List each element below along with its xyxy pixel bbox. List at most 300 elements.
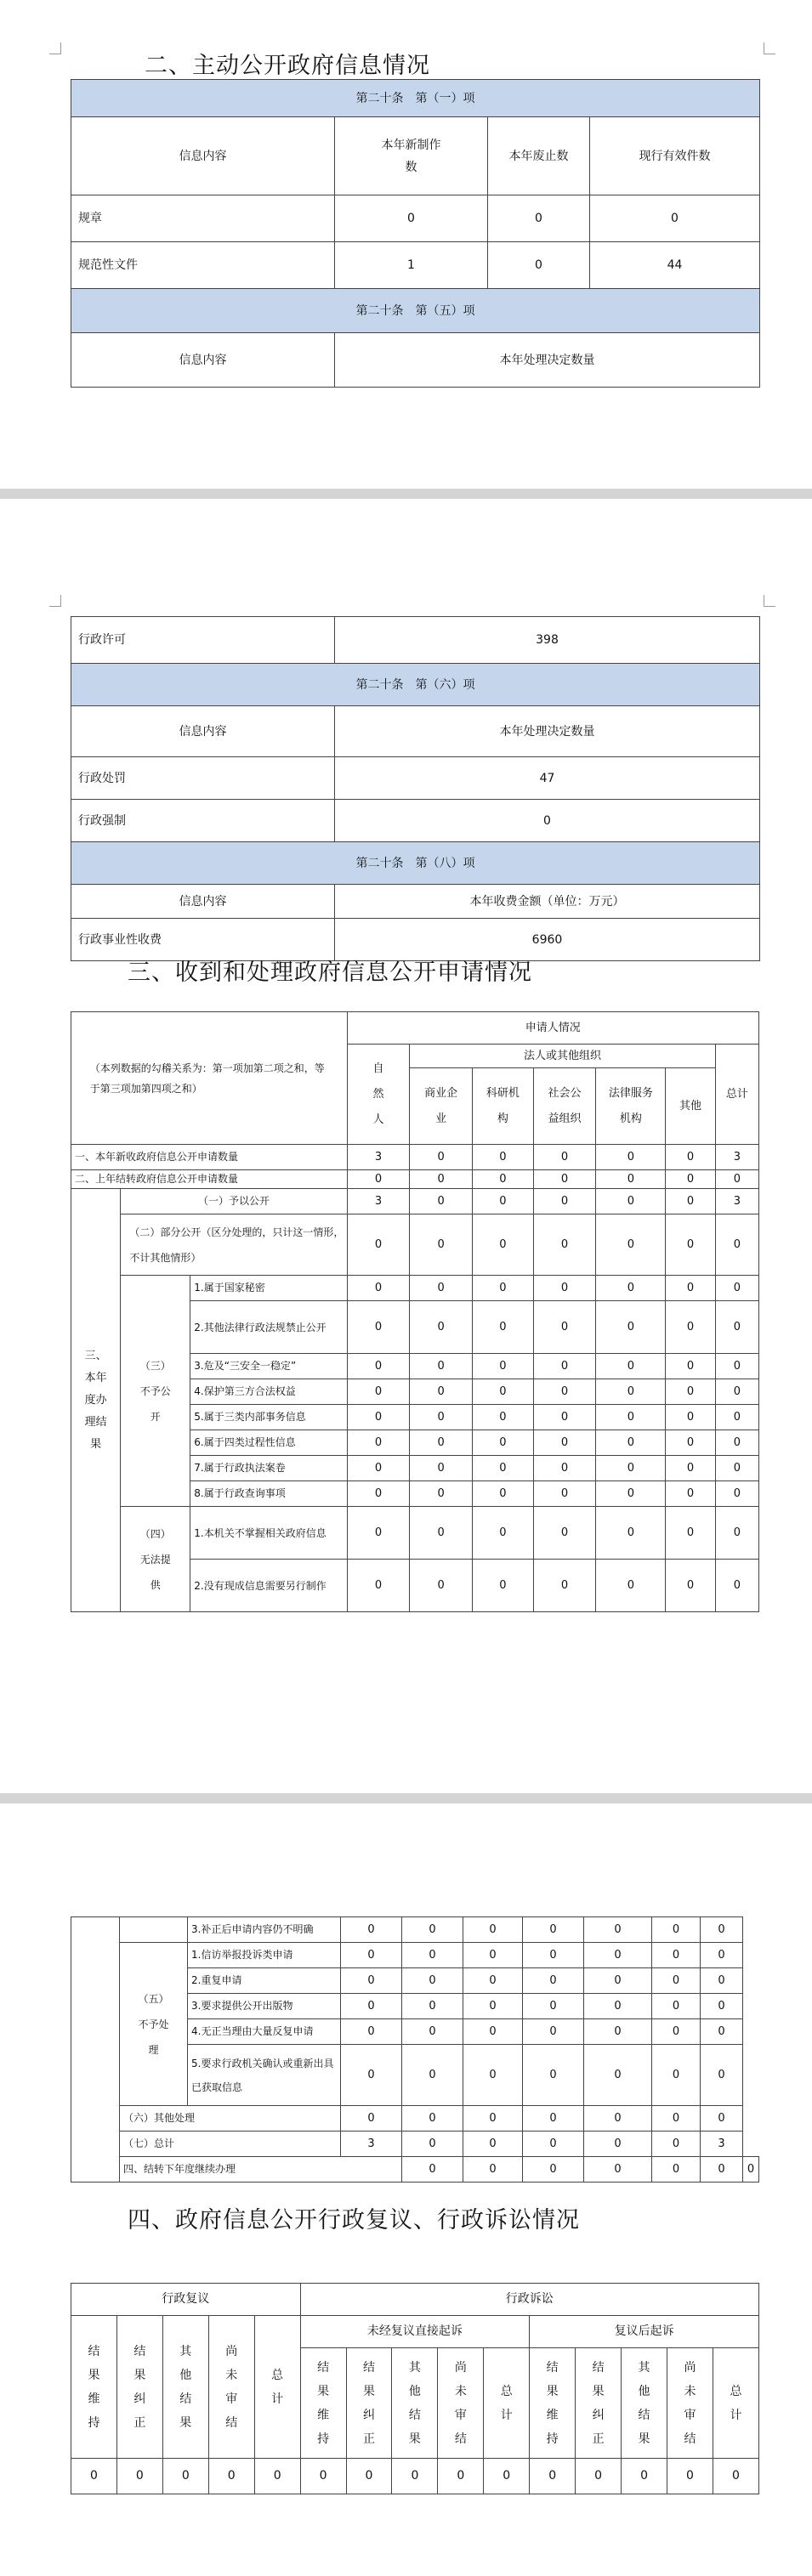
table-cell: 0 — [347, 1354, 410, 1379]
column-header: 结果纠正 — [592, 2360, 605, 2446]
table-cell: 法律服务机构 — [596, 1068, 666, 1145]
table-cell: 0 — [715, 1379, 758, 1405]
table-row — [71, 706, 760, 757]
table-cell: 0 — [463, 1968, 523, 1994]
column-header: 结果维持 — [546, 2360, 559, 2446]
table-row — [71, 1012, 759, 1045]
table-cell: 8.属于行政查询事项 — [190, 1481, 347, 1507]
column-header: 结果维持 — [317, 2360, 330, 2446]
page-gap — [0, 1793, 812, 1803]
table-row — [71, 1170, 759, 1189]
column-header-cell — [300, 2348, 346, 2459]
item-1-header: 第二十条 第（一）项 — [71, 80, 760, 117]
table-cell: 0 — [402, 1943, 463, 1968]
table-cell: 0 — [208, 2459, 254, 2494]
table-cell: 0 — [596, 1170, 666, 1189]
proactive-disclosure-table — [71, 79, 760, 388]
table-cell: （五）不予处理 — [120, 1943, 188, 2106]
table-cell: 3.要求提供公开出版物 — [188, 1994, 341, 2019]
table-cell: 0 — [341, 2045, 402, 2106]
table-cell: 商业企业 — [410, 1068, 473, 1145]
table-cell: 行政强制 — [71, 800, 335, 842]
column-header: 结果维持 — [88, 2344, 100, 2430]
table-cell: 0 — [347, 1301, 410, 1354]
application-table — [71, 1011, 759, 1612]
table-cell: 6960 — [335, 919, 760, 961]
table-cell: 0 — [463, 1994, 523, 2019]
table-cell: 0 — [473, 1379, 534, 1405]
table-cell: 3.危及“三安全一稳定” — [190, 1354, 347, 1379]
table-cell: 0 — [410, 1560, 473, 1612]
table-cell: 0 — [410, 1301, 473, 1354]
table-row — [71, 242, 760, 289]
table-cell: 0 — [533, 1430, 596, 1456]
table-cell: 0 — [652, 2019, 701, 2045]
table-cell: 0 — [347, 1456, 410, 1481]
column-header-cell — [438, 2348, 484, 2459]
table-cell: 0 — [652, 2132, 701, 2157]
table-cell: 0 — [576, 2459, 622, 2494]
table-cell: 0 — [652, 2157, 701, 2183]
table-cell: 0 — [533, 1379, 596, 1405]
column-header: 结果纠正 — [133, 2344, 146, 2430]
table-cell: 1.本机关不掌握相关政府信息 — [190, 1507, 347, 1560]
table-cell: 0 — [666, 1354, 715, 1379]
table-cell: 3 — [347, 1145, 410, 1170]
table-cell: 0 — [533, 1560, 596, 1612]
table-cell: 0 — [584, 1968, 652, 1994]
table-cell: 1.信访举报投诉类申请 — [188, 1943, 341, 1968]
table-cell: 0 — [341, 2106, 402, 2132]
table-cell: 0 — [162, 2459, 208, 2494]
table-cell: 0 — [584, 2132, 652, 2157]
table-cell: 1.属于国家秘密 — [190, 1276, 347, 1301]
table-cell: 0 — [584, 2157, 652, 2183]
page-gap — [0, 489, 812, 499]
item-5-header: 第二十条 第（五）项 — [71, 289, 760, 333]
table-cell: 0 — [347, 1405, 410, 1430]
table-row — [71, 1507, 759, 1560]
table-cell: 0 — [347, 1507, 410, 1560]
table-cell: 0 — [402, 2106, 463, 2132]
item-6-header: 第二十条 第（六）项 — [71, 664, 760, 706]
table-row — [71, 1214, 759, 1276]
table-cell: 0 — [463, 1943, 523, 1968]
table-row — [71, 617, 760, 664]
column-header-cell — [254, 2316, 300, 2459]
table-cell: 0 — [666, 1379, 715, 1405]
table-cell: 本年处理决定数量 — [335, 333, 760, 388]
table-cell: 社会公益组织 — [533, 1068, 596, 1145]
table-cell: 0 — [715, 1481, 758, 1507]
table-cell: 0 — [652, 2106, 701, 2132]
table-cell: 7.属于行政执法案卷 — [190, 1456, 347, 1481]
table-cell: 0 — [347, 1214, 410, 1276]
table-cell: 0 — [410, 1405, 473, 1430]
table-cell: 0 — [473, 1354, 534, 1379]
crop-mark — [49, 42, 61, 54]
table-row — [71, 757, 760, 800]
table-cell: 0 — [533, 1189, 596, 1214]
table-row — [71, 117, 760, 195]
table-cell: 0 — [463, 2019, 523, 2045]
table-row — [71, 80, 760, 117]
table-cell: 四、结转下年度继续办理 — [120, 2157, 402, 2183]
table-cell: （三）不予公开 — [121, 1276, 190, 1507]
application-table-continued — [71, 1916, 759, 2183]
table-cell: 0 — [596, 1145, 666, 1170]
table-cell: 0 — [473, 1301, 534, 1354]
table-cell: 0 — [488, 195, 590, 242]
table-cell: 0 — [335, 195, 488, 242]
table-cell: 0 — [347, 1560, 410, 1612]
table-cell: 信息内容 — [71, 885, 335, 919]
column-header: 总计 — [500, 2384, 513, 2422]
column-header-cell — [208, 2316, 254, 2459]
section-3-title: 三、收到和处理政府信息公开申请情况 — [128, 960, 532, 986]
table-cell: 0 — [523, 1917, 584, 1943]
table-cell: 3 — [347, 1189, 410, 1214]
table-cell: 0 — [473, 1276, 534, 1301]
column-header: 其他结果 — [638, 2360, 650, 2446]
table-row — [71, 2132, 759, 2157]
table-cell: 0 — [463, 2045, 523, 2106]
table-cell: 0 — [713, 2459, 758, 2494]
table-cell: 0 — [666, 1189, 715, 1214]
table-cell: 行政许可 — [71, 617, 335, 664]
table-cell: 0 — [596, 1456, 666, 1481]
column-header: 总计 — [271, 2368, 284, 2406]
table-cell: （六）其他处理 — [120, 2106, 341, 2132]
table-cell: 0 — [667, 2459, 713, 2494]
table-cell: 0 — [596, 1301, 666, 1354]
table-cell: 0 — [473, 1170, 534, 1189]
table-cell: 行政事业性收费 — [71, 919, 335, 961]
table-cell: （七）总计 — [120, 2132, 341, 2157]
table-cell: 4.保护第三方合法权益 — [190, 1379, 347, 1405]
table-cell: 0 — [410, 1507, 473, 1560]
table-cell — [120, 1917, 188, 1943]
table-cell: 0 — [584, 2106, 652, 2132]
table-cell: 0 — [346, 2459, 392, 2494]
table-cell: 0 — [523, 2045, 584, 2106]
column-header-cell — [392, 2348, 438, 2459]
table-cell: 一、本年新收政府信息公开申请数量 — [71, 1145, 348, 1170]
table-cell: 自然人 — [347, 1045, 410, 1145]
table-row — [71, 842, 760, 885]
table-cell: 0 — [254, 2459, 300, 2494]
table-cell: 本年收费金额（单位：万元） — [335, 885, 760, 919]
table-cell: 0 — [347, 1430, 410, 1456]
table-cell: 0 — [463, 2157, 523, 2183]
table-cell: 0 — [438, 2459, 484, 2494]
table-cell: 0 — [584, 1994, 652, 2019]
table-cell: 0 — [473, 1560, 534, 1612]
column-header-cell — [71, 2316, 117, 2459]
table-cell: 0 — [596, 1507, 666, 1560]
table-cell: 0 — [701, 2019, 743, 2045]
table-cell: 0 — [402, 2045, 463, 2106]
table-cell: 申请人情况 — [347, 1012, 758, 1045]
table-row — [71, 2284, 759, 2316]
table-cell: 0 — [410, 1170, 473, 1189]
table-cell: 3 — [715, 1145, 758, 1170]
table-cell: 0 — [584, 2045, 652, 2106]
table-cell: 47 — [335, 757, 760, 800]
table-cell: 0 — [715, 1354, 758, 1379]
table-cell: 0 — [596, 1405, 666, 1430]
table-cell: （本列数据的勾稽关系为：第一项加第二项之和，等于第三项加第四项之和） — [71, 1012, 348, 1145]
table-cell: 0 — [402, 2019, 463, 2045]
table-cell: 0 — [392, 2459, 438, 2494]
table-cell: 0 — [666, 1456, 715, 1481]
table-cell: 0 — [341, 1917, 402, 1943]
column-header-cell — [667, 2348, 713, 2459]
col-effective: 现行有效件数 — [590, 117, 760, 195]
column-header: 尚未审结 — [225, 2344, 238, 2430]
table-row — [71, 1917, 759, 1943]
table-cell: 0 — [347, 1276, 410, 1301]
table-cell: 0 — [347, 1379, 410, 1405]
table-cell: 0 — [473, 1405, 534, 1430]
table-cell: 0 — [715, 1560, 758, 1612]
column-header-cell — [713, 2348, 758, 2459]
table-cell: 0 — [584, 2019, 652, 2045]
table-cell: 0 — [533, 1214, 596, 1276]
table-cell: 0 — [473, 1189, 534, 1214]
table-cell: 0 — [533, 1354, 596, 1379]
item-8-header: 第二十条 第（八）项 — [71, 842, 760, 885]
col-info-content: 信息内容 — [71, 117, 335, 195]
table-cell: 0 — [347, 1170, 410, 1189]
table-cell: 0 — [347, 1481, 410, 1507]
column-header-cell — [116, 2316, 162, 2459]
table-row — [71, 885, 760, 919]
column-header: 总计 — [730, 2384, 742, 2422]
table-cell: 0 — [523, 1994, 584, 2019]
table-cell: 0 — [341, 1994, 402, 2019]
table-cell: 3.补正后申请内容仍不明确 — [188, 1917, 341, 1943]
table-cell: 0 — [410, 1456, 473, 1481]
table-cell: 0 — [402, 2157, 463, 2183]
table-cell: 0 — [116, 2459, 162, 2494]
table-cell: 0 — [463, 2106, 523, 2132]
table-row — [71, 1145, 759, 1170]
table-cell: 0 — [473, 1430, 534, 1456]
table-row — [71, 2106, 759, 2132]
column-header: 结果纠正 — [362, 2360, 375, 2446]
table-cell: （一）予以公开 — [121, 1189, 347, 1214]
table-cell: （二）部分公开（区分处理的，只计这一情形，不计其他情形） — [121, 1214, 347, 1276]
table-cell: 行政诉讼 — [300, 2284, 758, 2316]
table-cell: 0 — [463, 1917, 523, 1943]
table-cell: 0 — [596, 1189, 666, 1214]
table-cell: 0 — [701, 1943, 743, 1968]
table-cell: 0 — [402, 1994, 463, 2019]
table-cell: 二、上年结转政府信息公开申请数量 — [71, 1170, 348, 1189]
section-4-title: 四、政府信息公开行政复议、行政诉讼情况 — [128, 2207, 580, 2233]
table-cell: 0 — [622, 2459, 667, 2494]
table-cell: 0 — [410, 1276, 473, 1301]
table-cell: 信息内容 — [71, 706, 335, 757]
column-header-cell — [346, 2348, 392, 2459]
table-row — [71, 195, 760, 242]
column-header-cell — [622, 2348, 667, 2459]
table-cell: 0 — [533, 1276, 596, 1301]
table-cell: 0 — [402, 1968, 463, 1994]
table-row — [71, 333, 760, 388]
table-cell: 总计 — [715, 1045, 758, 1145]
table-cell: 0 — [410, 1481, 473, 1507]
table-cell: 0 — [473, 1481, 534, 1507]
table-cell: 0 — [410, 1354, 473, 1379]
table-cell: 1 — [335, 242, 488, 289]
table-cell: 行政复议 — [71, 2284, 301, 2316]
column-header: 其他结果 — [408, 2360, 421, 2446]
review-litigation-table — [71, 2283, 759, 2494]
table-cell: 0 — [666, 1301, 715, 1354]
table-cell: 0 — [590, 195, 760, 242]
table-cell: 0 — [652, 1943, 701, 1968]
column-header-cell — [162, 2316, 208, 2459]
table-cell: 0 — [533, 1170, 596, 1189]
section-2-title: 二、主动公开政府信息情况 — [145, 53, 430, 79]
table-cell: 3 — [341, 2132, 402, 2157]
column-header: 尚未审结 — [684, 2360, 696, 2446]
crop-mark — [49, 595, 61, 607]
table-cell: 0 — [715, 1456, 758, 1481]
table-cell: 0 — [410, 1145, 473, 1170]
table-cell: 0 — [701, 2157, 743, 2183]
table-cell: 0 — [533, 1507, 596, 1560]
table-cell: （四）无法提供 — [121, 1507, 190, 1612]
table-cell: 0 — [666, 1276, 715, 1301]
table-cell: 0 — [666, 1214, 715, 1276]
table-cell: 0 — [666, 1507, 715, 1560]
table-cell: 三、本年度办理结果 — [71, 1189, 121, 1612]
table-cell: 3 — [715, 1189, 758, 1214]
table-cell: 0 — [484, 2459, 530, 2494]
table-cell: 规范性文件 — [71, 242, 335, 289]
table-cell: 0 — [596, 1379, 666, 1405]
column-header: 其他结果 — [179, 2344, 192, 2430]
table-cell: 0 — [715, 1214, 758, 1276]
table-cell: 0 — [715, 1276, 758, 1301]
table-cell: 规章 — [71, 195, 335, 242]
table-cell: 行政处罚 — [71, 757, 335, 800]
table-cell: 0 — [473, 1456, 534, 1481]
table-cell: 0 — [533, 1405, 596, 1430]
table-row — [71, 664, 760, 706]
table-cell: 0 — [715, 1301, 758, 1354]
table-cell: 0 — [701, 2045, 743, 2106]
table-cell: 0 — [666, 1145, 715, 1170]
table-cell: 0 — [410, 1379, 473, 1405]
table-cell: 0 — [666, 1430, 715, 1456]
table-cell: 科研机构 — [473, 1068, 534, 1145]
crop-mark — [764, 595, 775, 607]
table-cell: 0 — [533, 1301, 596, 1354]
table-cell: 0 — [715, 1507, 758, 1560]
table-cell: 2.重复申请 — [188, 1968, 341, 1994]
table-cell: 0 — [666, 1560, 715, 1612]
table-row — [71, 289, 760, 333]
table-row — [71, 2157, 759, 2183]
table-cell: 398 — [335, 617, 760, 664]
table-cell: 44 — [590, 242, 760, 289]
table-cell: 3 — [701, 2132, 743, 2157]
table-cell: 未经复议直接起诉 — [300, 2316, 530, 2348]
table-cell: 0 — [743, 2157, 759, 2183]
table-cell: 0 — [473, 1214, 534, 1276]
table-cell: 0 — [596, 1481, 666, 1507]
table-cell: 0 — [596, 1214, 666, 1276]
table-cell: 0 — [701, 2106, 743, 2132]
table-cell: 0 — [533, 1481, 596, 1507]
table-cell: 0 — [596, 1354, 666, 1379]
table-row — [71, 2316, 759, 2348]
table-cell: 0 — [300, 2459, 346, 2494]
table-cell: 0 — [410, 1214, 473, 1276]
table-cell: 0 — [410, 1430, 473, 1456]
table-cell: 0 — [341, 1943, 402, 1968]
table-cell: 其他 — [666, 1068, 715, 1145]
table-cell: 法人或其他组织 — [410, 1045, 715, 1068]
column-header-cell — [576, 2348, 622, 2459]
table-cell: 5.要求行政机关确认或重新出具已获取信息 — [188, 2045, 341, 2106]
table-cell: 0 — [596, 1560, 666, 1612]
table-row — [71, 1943, 759, 1968]
table-cell: 0 — [341, 2019, 402, 2045]
table-cell: 0 — [584, 1917, 652, 1943]
table-cell: 0 — [335, 800, 760, 842]
table-cell: 0 — [666, 1170, 715, 1189]
crop-mark — [764, 42, 775, 54]
table-cell: 0 — [341, 1968, 402, 1994]
table-cell: 0 — [402, 2132, 463, 2157]
permit-table — [71, 616, 760, 961]
table-cell: 0 — [523, 2157, 584, 2183]
table-cell: 0 — [410, 1189, 473, 1214]
table-cell: 0 — [533, 1456, 596, 1481]
table-cell: 0 — [523, 1943, 584, 1968]
table-cell: 0 — [523, 2106, 584, 2132]
table-cell: 0 — [701, 1994, 743, 2019]
table-cell: 6.属于四类过程性信息 — [190, 1430, 347, 1456]
table-cell: 2.其他法律行政法规禁止公开 — [190, 1301, 347, 1354]
table-cell: 0 — [666, 1481, 715, 1507]
table-cell: 0 — [523, 2019, 584, 2045]
table-cell: 0 — [71, 2459, 117, 2494]
table-cell: 0 — [488, 242, 590, 289]
table-cell: 0 — [533, 1145, 596, 1170]
table-cell: 0 — [523, 2132, 584, 2157]
table-cell: 0 — [530, 2459, 576, 2494]
col-new: 本年新制作数 — [335, 117, 488, 195]
table-row — [71, 2459, 759, 2494]
table-cell: 0 — [715, 1430, 758, 1456]
table-cell: 0 — [701, 1917, 743, 1943]
table-row — [71, 1189, 759, 1214]
table-cell: 0 — [652, 1968, 701, 1994]
table-cell: 0 — [715, 1405, 758, 1430]
table-cell: 0 — [666, 1405, 715, 1430]
table-cell: 0 — [652, 1994, 701, 2019]
table-cell: 0 — [402, 1917, 463, 1943]
table-cell — [71, 1917, 120, 2183]
table-cell: 本年处理决定数量 — [335, 706, 760, 757]
table-cell: 4.无正当理由大量反复申请 — [188, 2019, 341, 2045]
